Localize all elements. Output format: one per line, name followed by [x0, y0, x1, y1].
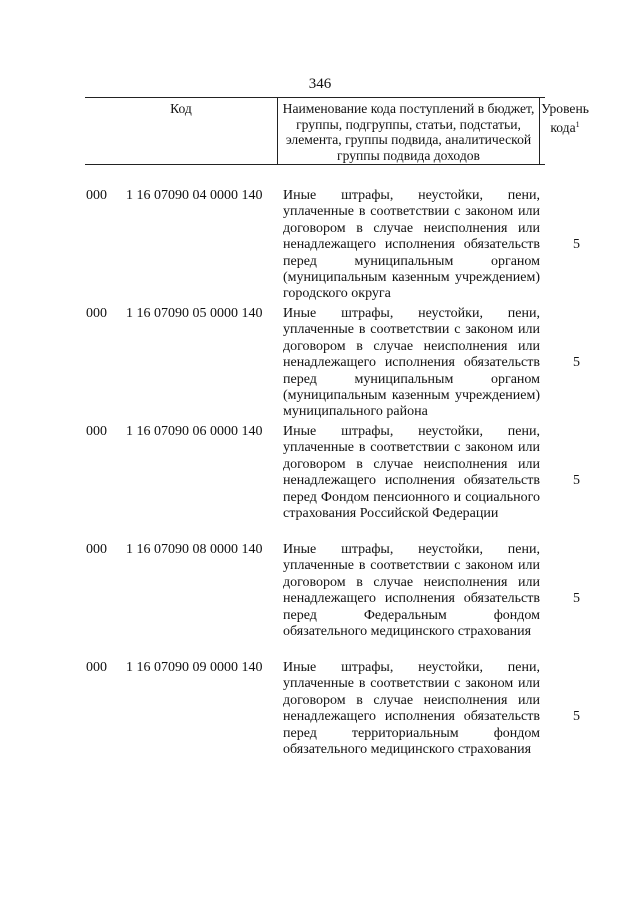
header-level-label: Уровень кода [541, 101, 589, 135]
income-name: Иные штрафы, неустойки, пени, уплаченные в соответствии с законом или договором в случае неисполнения или ненадлежащего исполнения обязательств перед муниципальным органом (муниципальным казенным учреждением) муниципального района [283, 306, 540, 420]
income-code: 1 16 07090 04 0000 140 [126, 188, 263, 203]
table-row [0, 542, 640, 658]
code-level: 5 [573, 591, 580, 606]
table-header [85, 97, 589, 165]
admin-code: 000 [86, 306, 107, 321]
page-number: 346 [308, 76, 332, 92]
code-level: 5 [573, 355, 580, 370]
header-level-footnote: 1 [575, 119, 580, 129]
admin-code: 000 [86, 424, 107, 439]
income-code: 1 16 07090 08 0000 140 [126, 542, 263, 557]
income-name: Иные штрафы, неустойки, пени, уплаченные в соответствии с законом или договором в случае неисполнения или ненадлежащего исполнения обязательств перед Федеральным фондом обязательного медицинского страхования [283, 542, 540, 640]
code-level: 5 [573, 473, 580, 488]
code-level: 5 [573, 237, 580, 252]
income-code: 1 16 07090 09 0000 140 [126, 660, 263, 675]
table-row [0, 660, 640, 776]
table-row [0, 306, 640, 422]
income-code: 1 16 07090 05 0000 140 [126, 306, 263, 321]
header-name: Наименование кода поступлений в бюджет, группы, подгруппы, статьи, подстатьи, элемента, группы подвида, аналитической группы подвида доходов [278, 98, 540, 164]
header-code: Код [85, 98, 278, 164]
income-name: Иные штрафы, неустойки, пени, уплаченные в соответствии с законом или договором в случае неисполнения или ненадлежащего исполнения обязательств перед Фондом пенсионного и социального страхования Российской Федерации [283, 424, 540, 522]
income-name: Иные штрафы, неустойки, пени, уплаченные в соответствии с законом или договором в случае неисполнения или ненадлежащего исполнения обязательств перед муниципальным органом (муниципальным казенным учреждением) городского округа [283, 188, 540, 302]
admin-code: 000 [86, 542, 107, 557]
code-level: 5 [573, 709, 580, 724]
table-row [0, 188, 640, 304]
header-level [540, 98, 590, 164]
admin-code: 000 [86, 188, 107, 203]
income-code: 1 16 07090 06 0000 140 [126, 424, 263, 439]
table-row [0, 424, 640, 540]
income-name: Иные штрафы, неустойки, пени, уплаченные в соответствии с законом или договором в случае неисполнения или ненадлежащего исполнения обязательств перед территориальным фондом обязательного медицинского страхования [283, 660, 540, 758]
admin-code: 000 [86, 660, 107, 675]
